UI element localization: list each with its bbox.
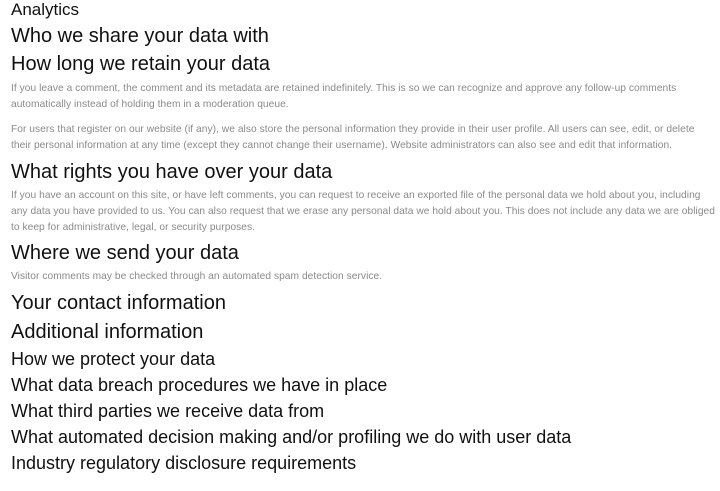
automated-decision-heading: What automated decision making and/or profiling we do with user data (11, 427, 572, 447)
protect-data-heading: How we protect your data (11, 349, 216, 369)
privacy-policy-content (11, 0, 715, 474)
retention-paragraph-comments: If you leave a comment, the comment and its metadata are retained indefinitely. This is so we can recognize and approve any follow-up comments automatically instead of holding them in a moderation queue. (11, 83, 677, 110)
industry-disclosure-heading: Industry regulatory disclosure requirements (11, 453, 357, 473)
rights-paragraph: If you have an account on this site, or have left comments, you can request to receive an exported file of the personal data we hold about you, including any data you have provided to us. You can also request that we erase any personal data we hold about you. This does not include any data we are obliged to keep for administrative, legal, or security purposes. (11, 190, 715, 233)
retention-paragraph-users: For users that register on our website (if any), we also store the personal information they provide in their user profile. All users can see, edit, or delete their personal information at any time (except they cannot change their username). Website administrators can also see and edit that information. (11, 124, 695, 151)
additional-information-heading: Additional information (11, 321, 204, 343)
send-data-heading: Where we send your data (11, 242, 239, 264)
send-data-paragraph: Visitor comments may be checked through an automated spam detection service. (11, 271, 383, 282)
who-we-share-heading: Who we share your data with (11, 25, 269, 47)
breach-procedures-heading: What data breach procedures we have in place (11, 375, 388, 395)
third-parties-heading: What third parties we receive data from (11, 401, 325, 421)
analytics-heading: Analytics (11, 0, 80, 19)
rights-heading: What rights you have over your data (11, 161, 333, 183)
contact-information-heading: Your contact information (11, 292, 226, 314)
retention-heading: How long we retain your data (11, 53, 271, 75)
